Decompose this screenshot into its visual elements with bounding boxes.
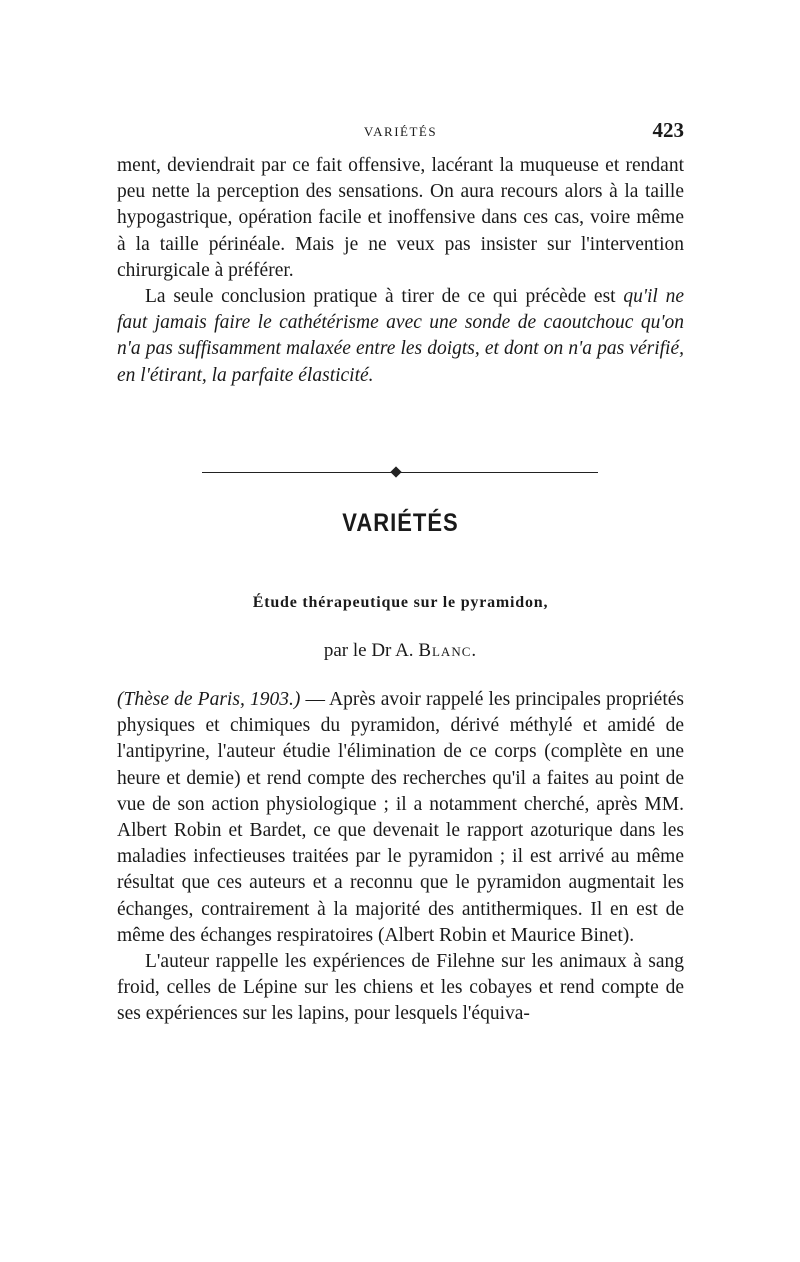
conclusion-paragraph: [117, 284, 684, 389]
running-head: [117, 118, 684, 146]
body-paragraph-2: L'auteur rappelle les expériences de Filehne sur les animaux à sang froid, celles de Lépine sur les chiens et les cobayes et rend compte de ses expériences sur les lapins, pour lesquels l'équiva-: [117, 951, 684, 1025]
page-number: 423: [652, 118, 684, 142]
author-name: Blanc.: [418, 640, 478, 661]
article-body: [117, 687, 684, 1028]
running-title: VARIÉTÉS: [363, 124, 438, 139]
continuation-text: [117, 153, 684, 389]
body-paragraph-1-text: — Après avoir rappelé les principales propriétés physiques et chimiques du pyramidon, dérivé méthylé et amidé de l'antipyrine, l'auteur étudie l'élimination de ce corps (complète en une heure et demie) et rend compte des recherches qu'il a faites au point de vue de son action physiologique ; il a notamment cherché, après MM. Albert Robin et Bardet, ce que devenait le rapport azoturique dans les maladies infectieuses traitées par le pyramidon ; il est arrivé au même résultat que ces auteurs et a reconnu que le pyramidon augmentait les échanges, contrairement à la majorité des antithermiques. Il en est de même des échanges respiratoires (Albert Robin et Maurice Binet).: [117, 689, 684, 946]
author-line: [117, 640, 684, 662]
section-separator: [202, 466, 598, 480]
section-title: VARIÉTÉS: [342, 508, 459, 537]
citation: (Thèse de Paris, 1903.): [117, 689, 301, 710]
conclusion-italic: qu'il ne faut jamais faire le cathétérisme avec une sonde de caoutchouc qu'on n'a pas suffisamment malaxée entre les doigts, et dont on n'a pas vérifié, en l'étirant, la parfaite élasticité.: [117, 286, 685, 386]
conclusion-lead: La seule conclusion pratique à tirer de ce qui précède est: [145, 286, 616, 308]
author-prefix: par le Dr A.: [323, 640, 414, 661]
article-title: Étude thérapeutique sur le pyramidon,: [252, 594, 549, 611]
separator-ornament-icon: [390, 466, 401, 477]
continuation-paragraph: ment, deviendrait par ce fait offensive, lacérant la muqueuse et rendant peu nette la perception des sensations. On aura recours alors à la taille hypogastrique, opération facile et inoffensive dans ces cas, voire même à la taille périnéale. Mais je ne veux pas insister sur l'intervention chirurgicale à préférer.: [117, 155, 684, 281]
body-paragraph-1: [117, 687, 684, 949]
